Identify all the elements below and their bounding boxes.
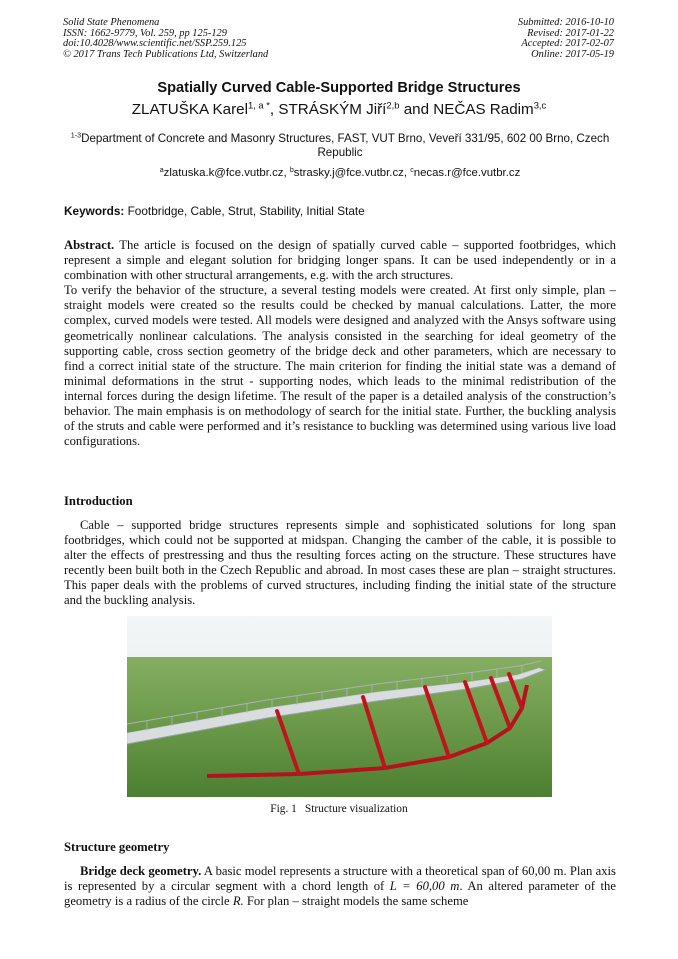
bridge-deck-text-b: . An altered parameter of the geometry is a radius of the circle (64, 879, 616, 909)
dates-header (518, 18, 614, 60)
author-2-marker: 2,b (386, 99, 400, 111)
affiliation (64, 132, 616, 161)
email-b[interactable]: strasky.j@fce.vutbr.cz (293, 167, 404, 179)
email-c[interactable]: necas.r@fce.vutbr.cz (413, 167, 521, 179)
email-separator: , (403, 167, 411, 179)
abstract-text-1: The article is focused on the design of spatially curved cable – supported footbridges, which represent a simple and elegant solution for bridging longer spans. It can be used independently or in a combination with other structural arrangements, e.g. with the arch structures. (64, 238, 616, 283)
affiliation-marker: 1-3 (70, 130, 82, 140)
online-date: Online: 2017-05-19 (531, 48, 614, 60)
author-3: NEČAS Radim (433, 101, 534, 118)
keywords-label: Keywords: (64, 204, 125, 218)
author-1-marker: 1, a * (247, 99, 270, 111)
author-separator: , (269, 101, 279, 118)
abstract-label: Abstract. (64, 238, 115, 252)
structure-visualization-figure (127, 616, 552, 797)
journal-header (63, 18, 268, 60)
author-1: ZLATUŠKA Karel (131, 101, 248, 118)
issn: ISSN: 1662-9779, Vol. 259, pp 125-129 (63, 27, 227, 39)
journal-name: Solid State Phenomena (63, 17, 160, 28)
bridge-deck-paragraph (64, 864, 616, 909)
author-2: STRÁSKÝM Jiří (278, 101, 387, 118)
abstract-paragraph-1 (64, 238, 616, 283)
bridge-deck-label: Bridge deck geometry. (80, 864, 202, 878)
email-list (64, 167, 616, 179)
introduction-paragraph: Cable – supported bridge structures represents simple and sophisticated solutions for long span footbridges, which could not be supported at midspan. Changing the camber of the cable, it is possible to alter the effects of prestressing and thus the resulting forces acting on the structure. These structures have recently been built both in the Czech Republic and abroad. In most cases these are plan – straight structures. This paper deals with the problems of curved structures, including finding the initial state of the structure and the buckling analysis. (64, 518, 616, 608)
email-c-marker: c (410, 166, 414, 174)
keywords (64, 204, 616, 218)
bridge-deck-text-c: For plan – straight models the same scheme (243, 894, 469, 909)
author-conjunction: and (399, 101, 434, 118)
figure-caption (0, 803, 678, 815)
email-b-marker: b (289, 166, 294, 174)
chord-length: L = 60,00 m (389, 879, 460, 894)
figure-caption-text: Structure visualization (304, 803, 408, 815)
keywords-text: Footbridge, Cable, Strut, Stability, Initial State (127, 204, 365, 218)
copyright: © 2017 Trans Tech Publications Ltd, Switzerland (63, 48, 269, 60)
email-separator: , (283, 167, 290, 179)
radius-symbol: R. (232, 894, 244, 909)
figure-label: Fig. 1 (270, 803, 297, 815)
abstract (64, 238, 616, 449)
author-list (0, 101, 678, 118)
revised-date: Revised: 2017-01-22 (527, 27, 614, 39)
affiliation-text: Department of Concrete and Masonry Structures, FAST, VUT Brno, Veveří 331/95, 602 00 Brno, Czech Republic (81, 132, 610, 160)
bridge-deck-text-a: A basic model represents a structure with a theoretical span of 60,00 m. Plan axis is represented by a circular segment with a chord length of (64, 864, 616, 894)
introduction-heading: Introduction (64, 494, 133, 508)
email-a-marker: a (159, 166, 164, 174)
paper-title: Spatially Curved Cable-Supported Bridge Structures (157, 80, 521, 96)
author-3-marker: 3,c (533, 99, 547, 111)
email-a[interactable]: zlatuska.k@fce.vutbr.cz (163, 167, 284, 179)
doi: doi:10.4028/www.scientific.net/SSP.259.125 (63, 38, 247, 50)
bridge-render (127, 616, 552, 797)
structure-geometry-heading: Structure geometry (64, 840, 170, 854)
submitted-date: Submitted: 2016-10-10 (517, 17, 614, 28)
abstract-paragraph-2: To verify the behavior of the structure, a several testing models were created. At first only simple, plan – straight models were created so the results could be checked by manual calculations. Latter, the more complex, curved models were tested. All models were designed and analyzed with the Ansys software using geometrically nonlinear calculations. The analysis consisted in the searching for ideal geometry of the supporting cable, cross section geometry of the bridge deck and other parameters, which are necessary to find a correct initial state of the structure. The main criterion for finding the initial state was a demand of minimal deformations in the strut - supporting nodes, which leads to the minimal redistribution of the internal forces during the design lifetime. The result of the paper is a detailed analysis of the construction’s behavior. The main emphasis is on methodology of search for the initial state. Further, the buckling analysis of the struts and cable were performed and it’s resistance to buckling was determined using various live load configurations. (64, 283, 616, 449)
accepted-date: Accepted: 2017-02-07 (521, 38, 614, 50)
